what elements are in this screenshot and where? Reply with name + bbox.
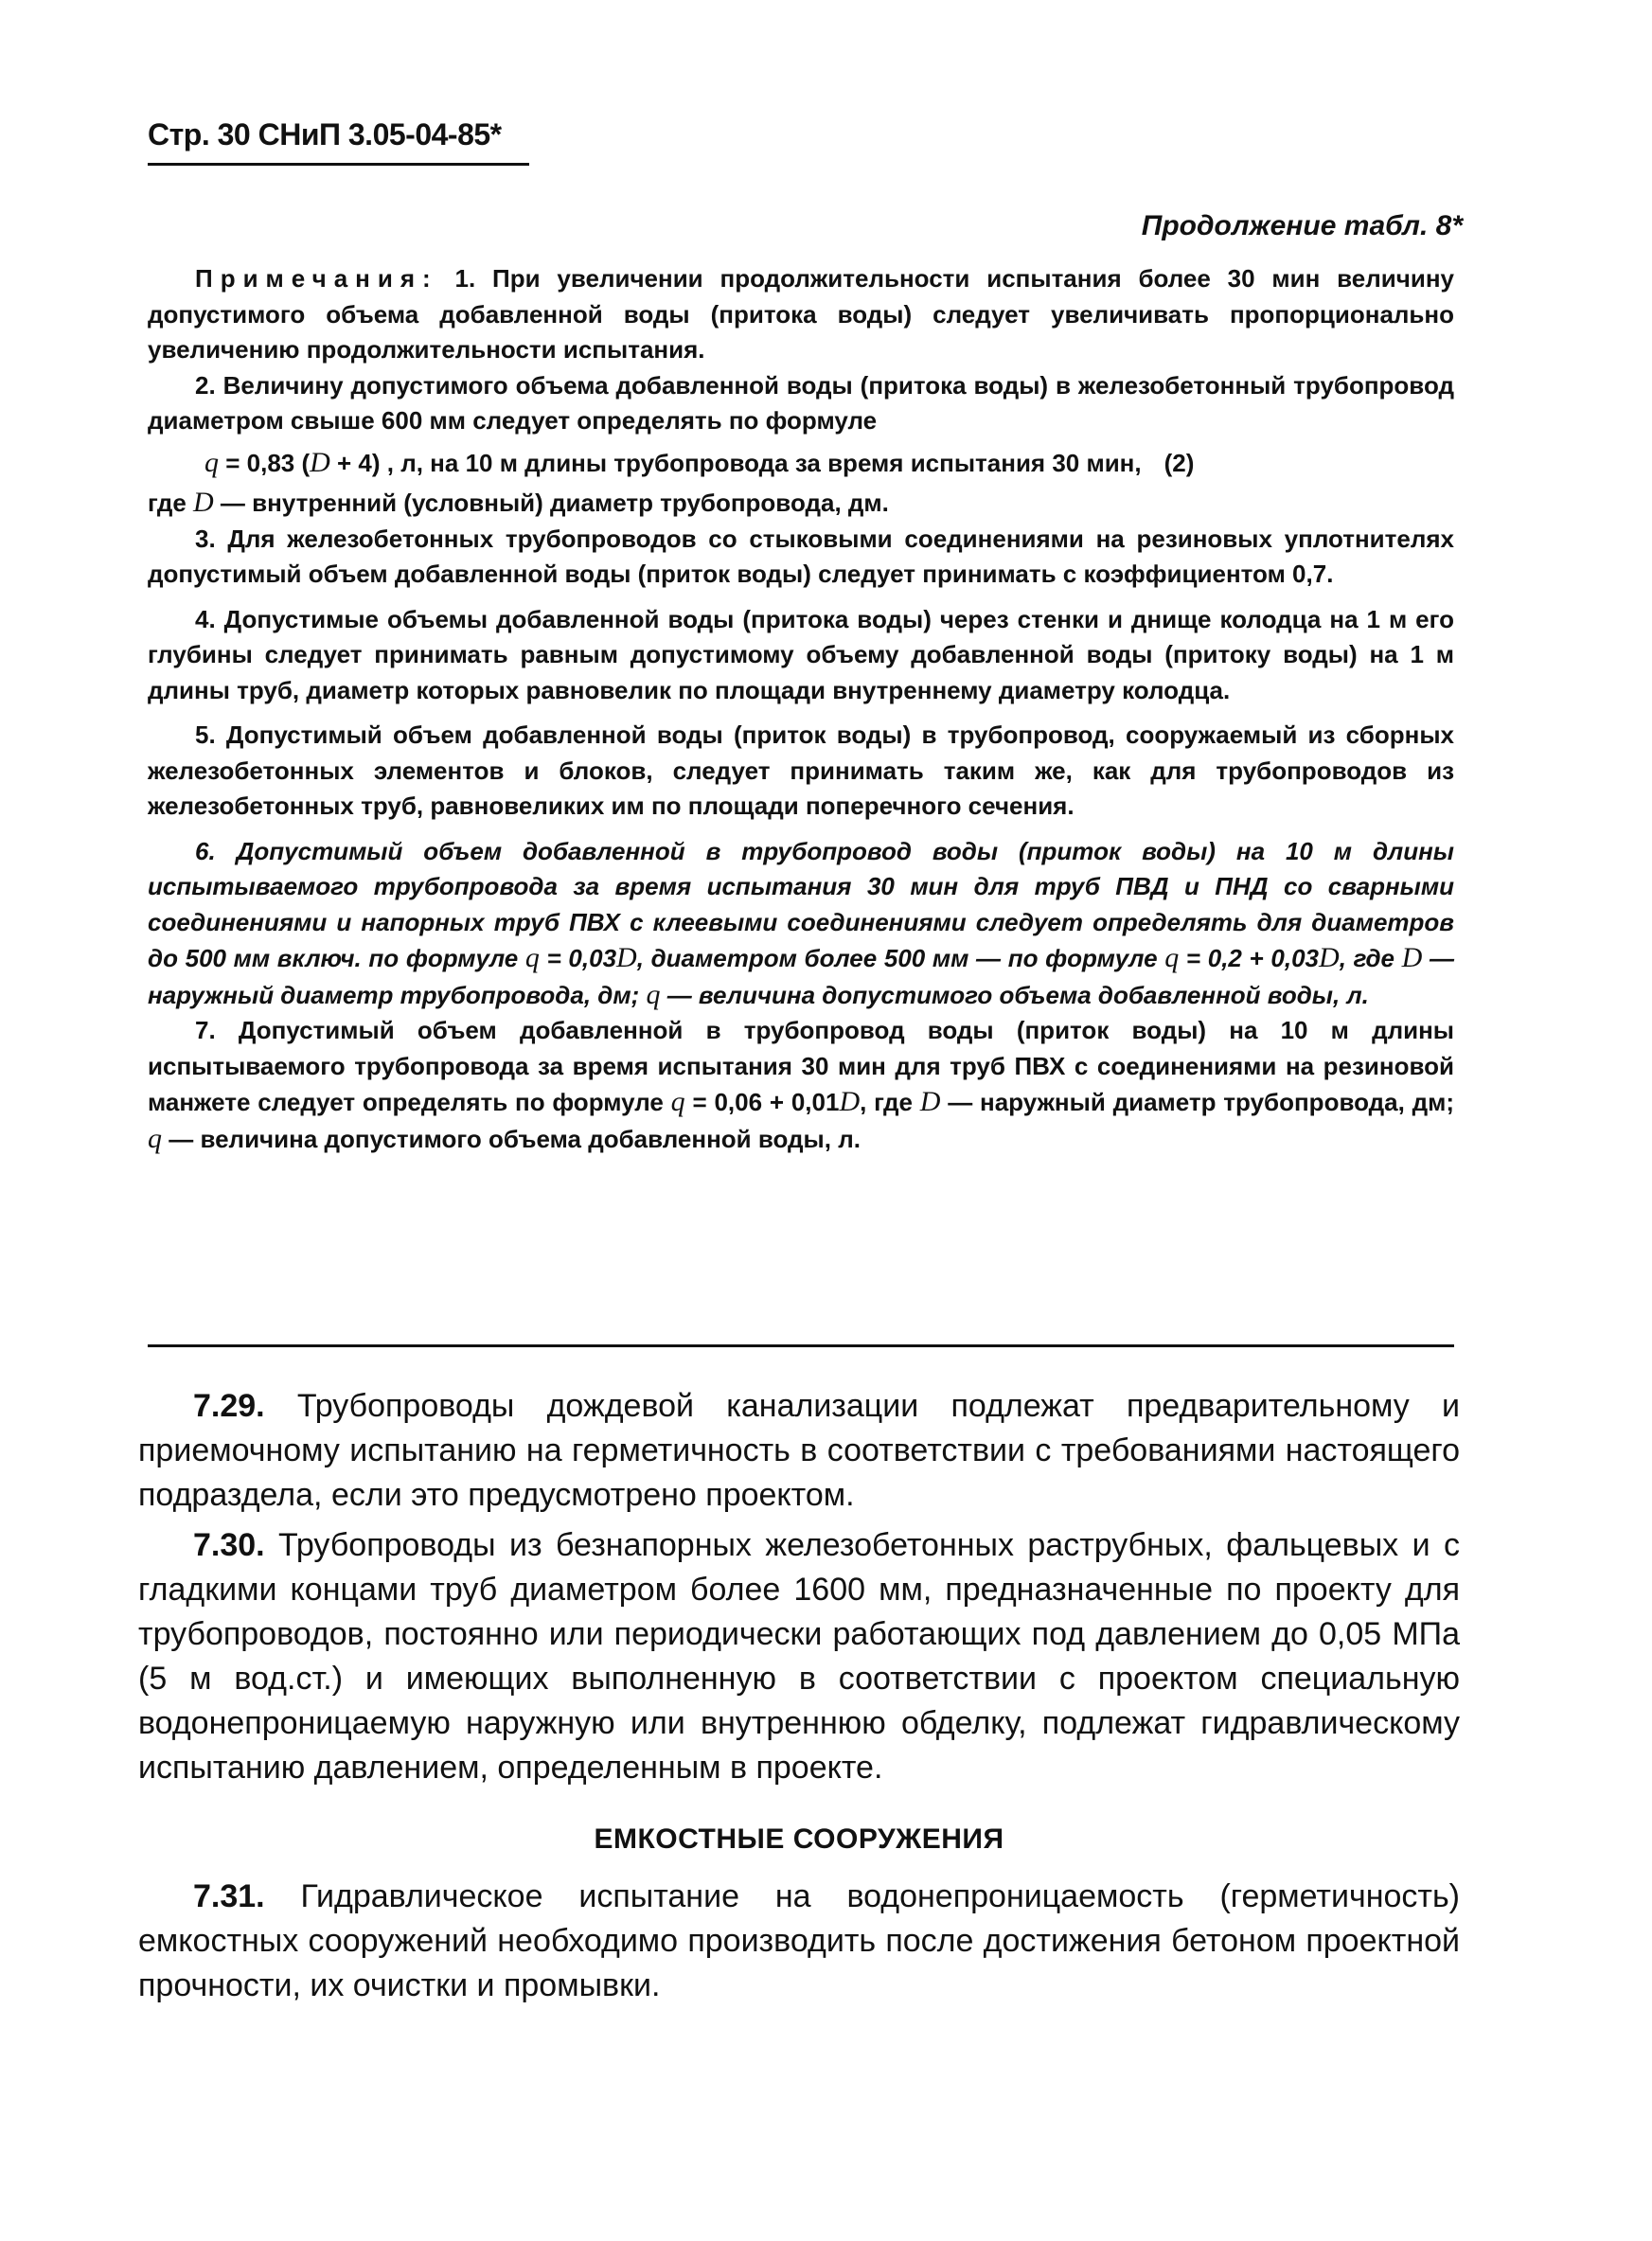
- note-6: [148, 834, 1454, 1014]
- clause-7-30: [138, 1523, 1460, 1790]
- table-notes: [148, 261, 1454, 1157]
- note-7-var-d: D: [839, 1086, 861, 1117]
- note-5: 5. Допустимый объем добавленной воды (приток воды) в трубопровод, сооружаемый из сборных железобетонных элементов и блоков, следует принимать таким же, как для трубопроводов из железобетонных труб, равновеликих им по площади поперечного сечения.: [148, 720, 1454, 820]
- formula-2: [148, 445, 1454, 482]
- note-6-var-d: D: [1319, 942, 1340, 973]
- clause-text: Гидравлическое испытание на водонепроницаемость (герметичность) емкостных сооружений необходимо производить после достижения бетоном проектной прочности, их очистки и промывки.: [138, 1878, 1460, 2003]
- formula-var-q: q: [204, 446, 219, 478]
- note-7-text-b: = 0,06 + 0,01: [684, 1088, 840, 1116]
- formula-number: (2): [1164, 448, 1195, 477]
- section-heading: ЕМКОСТНЫЕ СООРУЖЕНИЯ: [594, 1823, 1004, 1855]
- formula-where: [148, 485, 1454, 522]
- main-text: [138, 1384, 1460, 2008]
- formula-eq: = 0,83 (: [219, 448, 311, 477]
- note-7-text-a: 7. Допустимый объем добавленной в трубопровод воды (приток воды) на 10 м длины испытываемого трубопровода за время испытания 30 мин для труб ПВХ с соединениями на резиновой манжете следует определять по формуле: [148, 1016, 1454, 1116]
- note-6-text-g: — величина допустимого объема добавленной воды, л.: [660, 980, 1369, 1009]
- table-continuation-label: Продолжение табл. 8*: [1141, 210, 1463, 241]
- note-6-var-q: q: [524, 942, 540, 973]
- clause-7-29: [138, 1384, 1460, 1518]
- note-6-text-d: = 0,2 + 0,03: [1179, 944, 1320, 972]
- note-2: 2. Величину допустимого объема добавленной воды (притока воды) в железобетонный трубопровод диаметром свыше 600 мм следует определять по формуле: [148, 370, 1454, 435]
- note-7: [148, 1013, 1454, 1157]
- note-7-var-d: D: [919, 1086, 941, 1117]
- note-6-var-d: D: [616, 942, 637, 973]
- note-7-text-d: — наружный диаметр трубопровода, дм;: [940, 1088, 1455, 1116]
- note-7-text-c: , где: [860, 1088, 920, 1116]
- note-3: 3. Для железобетонных трубопроводов со стыковыми соединениями на резиновых уплотнителях допустимый объем добавленной воды (приток воды) следует принимать с коэффициентом 0,7.: [148, 524, 1454, 588]
- note-6-text-a: 6. Допустимый объем добавленной в трубопровод воды (приток воды) на 10 м длины испытываемого трубопровода за время испытания 30 мин для труб ПВД и ПНД со сварными соединениями и напорных труб ПВХ с клеевыми соединениями следует определять для диаметров до 500 мм включ. по формуле: [148, 836, 1454, 972]
- note-1-text: 1. При увеличении продолжительности испытания более 30 мин величину допустимого объема добавленной воды (притока воды) следует увеличивать пропорционально увеличению продолжительности испытания.: [148, 264, 1454, 364]
- where-prefix: где: [148, 489, 194, 517]
- note-6-text-f: — наружный диаметр трубопровода, дм;: [148, 944, 1455, 1009]
- where-rest: — внутренний (условный) диаметр трубопровода, дм.: [213, 489, 889, 517]
- where-var-d: D: [193, 487, 214, 518]
- note-7-var-q: q: [670, 1086, 685, 1117]
- clause-text: Трубопроводы из безнапорных железобетонных раструбных, фальцевых и с гладкими концами труб диаметром более 1600 мм, предназначенные по проекту для трубопроводов, постоянно или периодически работающих под давлением до 0,05 МПа (5 м вод.ст.) и имеющих выполненную в соответствии с проектом специальную водонепроницаемую наружную или внутреннюю обделку, подлежат гидравлическому испытанию давлением, определенным в проекте.: [138, 1527, 1460, 1786]
- note-6-var-q: q: [1164, 942, 1180, 973]
- note-6-text-c: , диаметром более 500 мм — по формуле: [636, 944, 1165, 972]
- note-6-text-e: , где: [1339, 944, 1402, 972]
- clause-number: 7.29.: [193, 1388, 265, 1424]
- clause-7-31: [138, 1875, 1460, 2008]
- note-7-var-q: q: [148, 1122, 162, 1154]
- clause-number: 7.30.: [193, 1527, 265, 1563]
- notes-divider: [148, 1344, 1454, 1347]
- formula-var-d: D: [310, 446, 330, 478]
- notes-label: Примечания:: [195, 264, 438, 293]
- clause-text: Трубопроводы дождевой канализации подлежат предварительному и приемочному испытанию на герметичность в соответствии с требованиями настоящего подраздела, если это предусмотрено проектом.: [138, 1388, 1460, 1513]
- note-4: 4. Допустимые объемы добавленной воды (притока воды) через стенки и днище колодца на 1 м его глубины следует принимать равным допустимому объему добавленной воды (притоку воды) на 1 м длины труб, диаметр которых равновелик по площади внутреннему диаметру колодца.: [148, 604, 1454, 704]
- formula-rest: + 4) , л, на 10 м длины трубопровода за время испытания 30 мин,: [329, 448, 1142, 477]
- note-6-var-d: D: [1401, 942, 1423, 973]
- note-6-text-b: = 0,03: [539, 944, 617, 972]
- clause-number: 7.31.: [193, 1878, 265, 1914]
- header-underline: [148, 163, 529, 166]
- note-7-text-e: — величина допустимого объема добавленной воды, л.: [162, 1124, 861, 1153]
- note-1: [148, 261, 1454, 368]
- page-header: Стр. 30 СНиП 3.05-04-85*: [148, 117, 502, 151]
- note-6-var-q: q: [646, 978, 661, 1010]
